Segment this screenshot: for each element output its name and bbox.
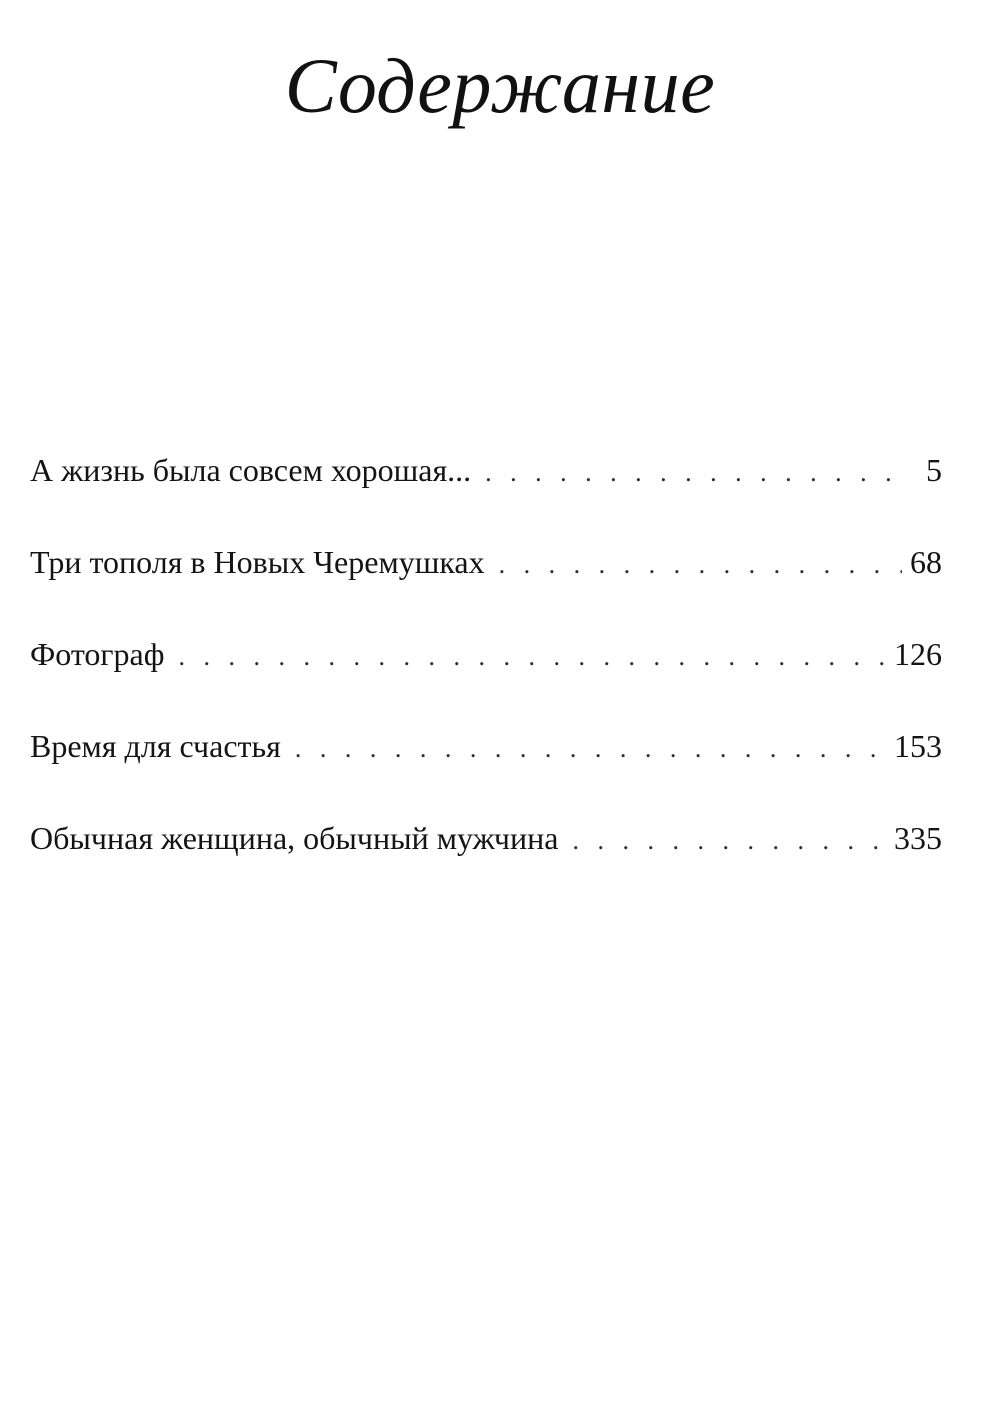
toc-entry-title: Обычная женщина, обычный мужчина xyxy=(30,820,559,856)
dot-leader xyxy=(295,727,886,771)
toc-entry xyxy=(30,448,942,540)
dot-leader xyxy=(572,819,886,863)
dot-leader xyxy=(499,543,902,587)
toc-entry-page-number: 153 xyxy=(894,728,942,764)
toc-entry xyxy=(30,632,942,724)
toc-entry xyxy=(30,724,942,816)
dot-leader xyxy=(178,635,886,679)
table-of-contents xyxy=(30,448,942,908)
toc-entry-title: Фотограф xyxy=(30,636,165,672)
toc-entry-title: Время для счастья xyxy=(30,728,281,764)
page-title: Содержание xyxy=(284,42,716,129)
dot-leader xyxy=(485,451,910,495)
toc-entry-title: Три тополя в Новых Черемушках xyxy=(30,544,485,580)
toc-entry-title: А жизнь была совсем хорошая... xyxy=(30,452,472,488)
toc-entry xyxy=(30,540,942,632)
toc-entry-page-number: 68 xyxy=(910,544,942,580)
toc-entry-page-number: 5 xyxy=(926,452,942,488)
toc-entry-page-number: 126 xyxy=(894,636,942,672)
toc-entry xyxy=(30,816,942,908)
toc-entry-page-number: 335 xyxy=(894,820,942,856)
